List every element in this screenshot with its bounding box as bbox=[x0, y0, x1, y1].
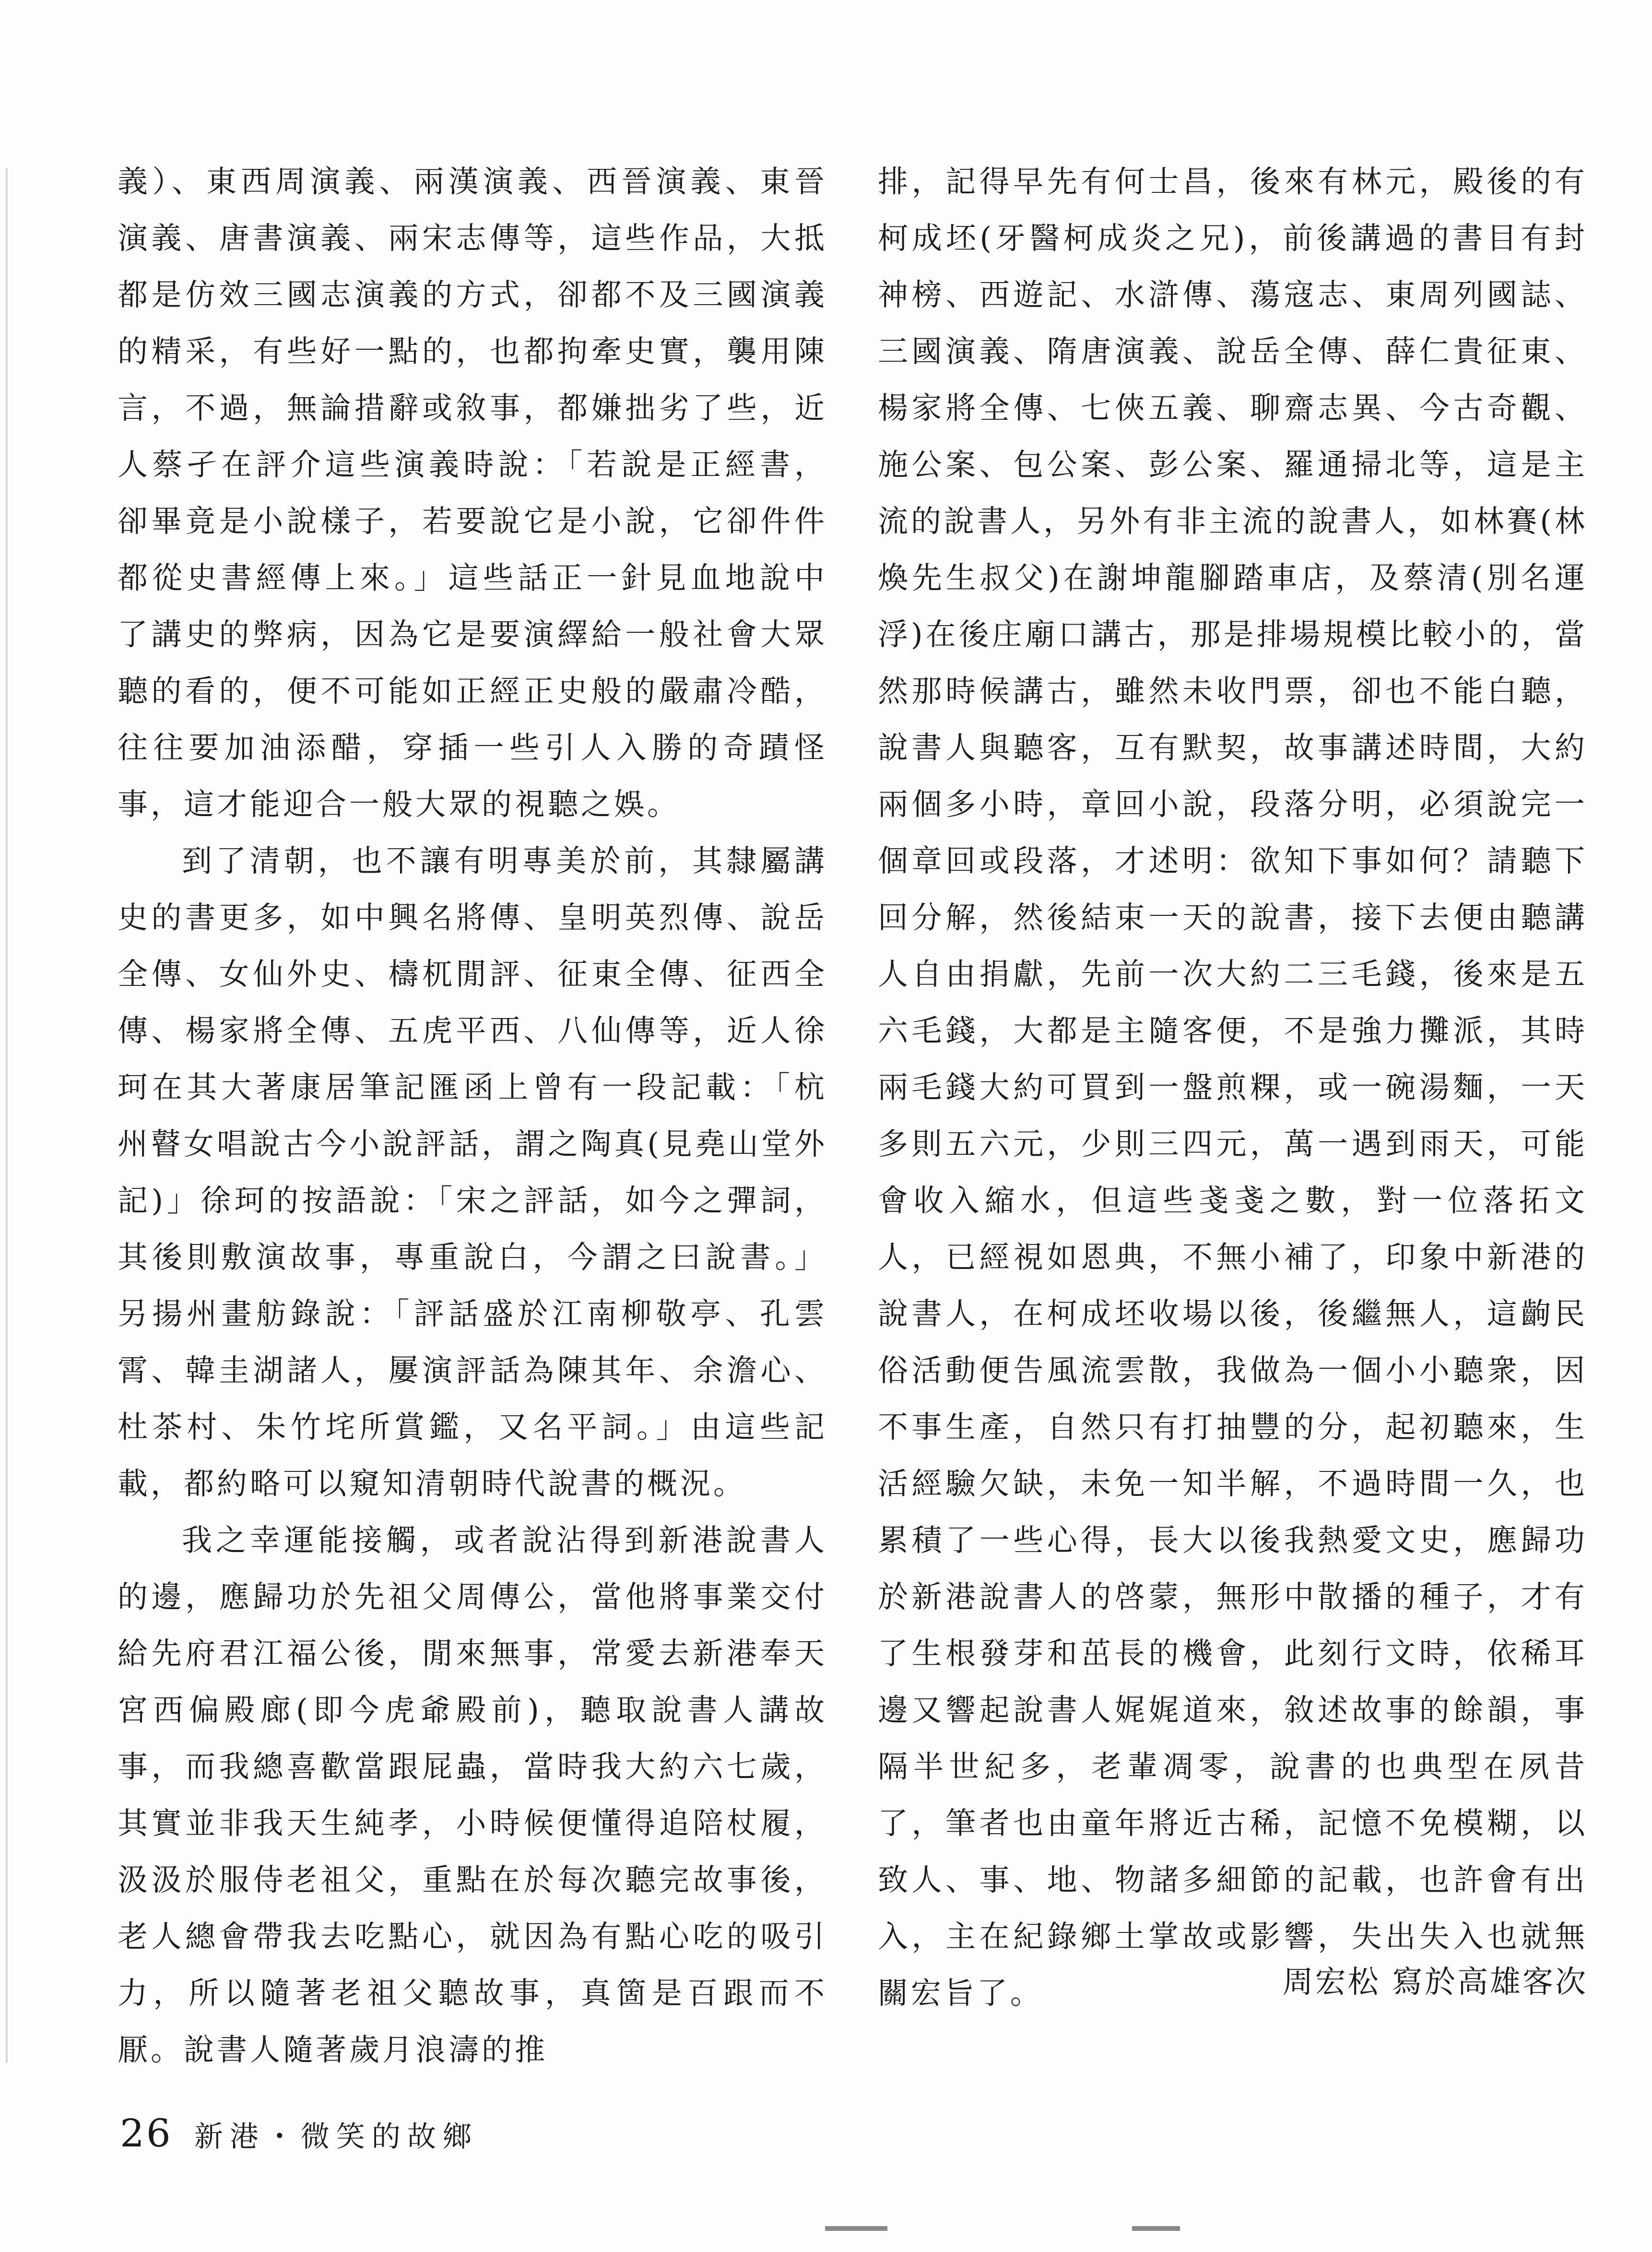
right-paragraph-1: 排，記得早先有何士昌，後來有林元，殿後的有柯成坯(牙醫柯成炎之兄)，前後講過的書目有封神榜、西遊記、水滸傳、蕩寇志、東周列國誌、三國演義、隋唐演義、說岳全傳、薛仁貴征東、楊家將全傳、七俠五義、聊齋志異、今古奇觀、施公案、包公案、彭公案、羅通掃北等，這是主流的說書人，另外有非主流的說書人，如林賽(林煥先生叔父)在謝坤龍腳踏車店，及蔡清(別名運浮)在後庄廟口講古，那是排場規模比較小的，當然那時候講古，雖然未收門票，卻也不能白聽，說書人與聽客，互有默契，故事講述時間，大約兩個多小時，章回小說，段落分明，必須說完一個章回或段落，才述明：欲知下事如何？請聽下回分解，然後結束一天的說書，接下去便由聽講人自由捐獻，先前一次大約二三毛錢，後來是五六毛錢，大都是主隨客便，不是強力攤派，其時兩毛錢大約可買到一盤煎粿，或一碗湯麵，一天多則五六元，少則三四元，萬一遇到雨天，可能會收入縮水，但這些戔戔之數，對一位落拓文人，已經視如恩典，不無小補了，印象中新港的說書人，在柯成坯收場以後，後繼無人，這齣民俗活動便告風流雲散，我做為一個小小聽衆，因不事生產，自然只有打抽豐的分，起初聽來，生活經驗欠缺，未免一知半解，不過時間一久，也累積了一些心得，長大以後我熱愛文史，應歸功於新港說書人的啓蒙，無形中散播的種子，才有了生根發芽和茁長的機會，此刻行文時，依稀耳邊又響起說書人娓娓道來，敘述故事的餘韻，事隔半世紀多，老輩凋零，說書的也典型在夙昔了，筆者也由童年將近古稀，記憶不免模糊，以致人、事、地、物諸多細節的記載，也許會有出入，主在紀錄鄉土掌故或影響，失出失入也就無關宏旨了。 bbox=[878, 164, 1588, 2011]
author-signature: 周宏松 寫於高雄客次 bbox=[1282, 1965, 1588, 2000]
page-footer bbox=[120, 2111, 478, 2156]
left-paragraph-3: 我之幸運能接觸，或者說沾得到新港說書人的邊，應歸功於先祖父周傳公，當他將事業交付給先府君江福公後，閒來無事，常愛去新港奉天宮西偏殿廊(即今虎爺殿前)，聽取說書人講故事，而我總喜歡當跟屁蟲，當時我大約六七歲，其實並非我天生純孝，小時候便懂得追陪杖履，汲汲於服侍老祖父，重點在於每次聽完故事後，老人總會帶我去吃點心，就因為有點心吃的吸引力，所以隨著老祖父聽故事，真箇是百跟而不厭。說書人隨著歲月浪濤的推 bbox=[118, 1523, 827, 2067]
left-paragraph-2: 到了清朝，也不讓有明專美於前，其隸屬講史的書更多，如中興名將傳、皇明英烈傳、說岳全傳、女仙外史、檮杌閒評、征東全傳、征西全傳、楊家將全傳、五虎平西、八仙傳等，近人徐珂在其大著康居筆記匯函上曾有一段記載：「杭州瞽女唱說古今小說評話，謂之陶真(見堯山堂外記)」徐珂的按語說：「宋之評話，如今之彈詞，其後則敷演故事，專重說白，今謂之曰說書。」另揚州畫舫錄說：「評話盛於江南柳敬亭、孔雲霄、韓圭湖諸人，屢演評話為陳其年、余澹心、杜茶村、朱竹垞所賞鑑，又名平詞。」由這些記載，都約略可以窺知清朝時代說書的概況。 bbox=[118, 843, 827, 1501]
left-column bbox=[118, 154, 827, 2067]
scan-bottom-mark bbox=[825, 2226, 887, 2231]
scan-bottom-mark bbox=[1132, 2226, 1180, 2231]
publication-title: 新港・微笑的故鄉 bbox=[194, 2120, 478, 2154]
left-paragraph-1: 義）、東西周演義、兩漢演義、西晉演義、東晉演義、唐書演義、兩宋志傳等，這些作品，大抵都是仿效三國志演義的方式，卻都不及三國演義的精采，有些好一點的，也都拘牽史實，襲用陳言，不過，無論措辭或敘事，都嫌拙劣了些，近人蔡孑在評介這些演義時說：「若說是正經書，卻畢竟是小說樣子，若要說它是小說，它卻件件都從史書經傳上來。」這些話正一針見血地說中了講史的弊病，因為它是要演繹給一般社會大眾聽的看的，便不可能如正經正史般的嚴肅冷酷，往往要加油添醋，穿插一些引人入勝的奇蹟怪事，這才能迎合一般大眾的視聽之娛。 bbox=[118, 164, 827, 822]
page-number: 26 bbox=[120, 2111, 173, 2156]
scan-margin-line bbox=[6, 168, 8, 2063]
right-column bbox=[878, 154, 1588, 2044]
